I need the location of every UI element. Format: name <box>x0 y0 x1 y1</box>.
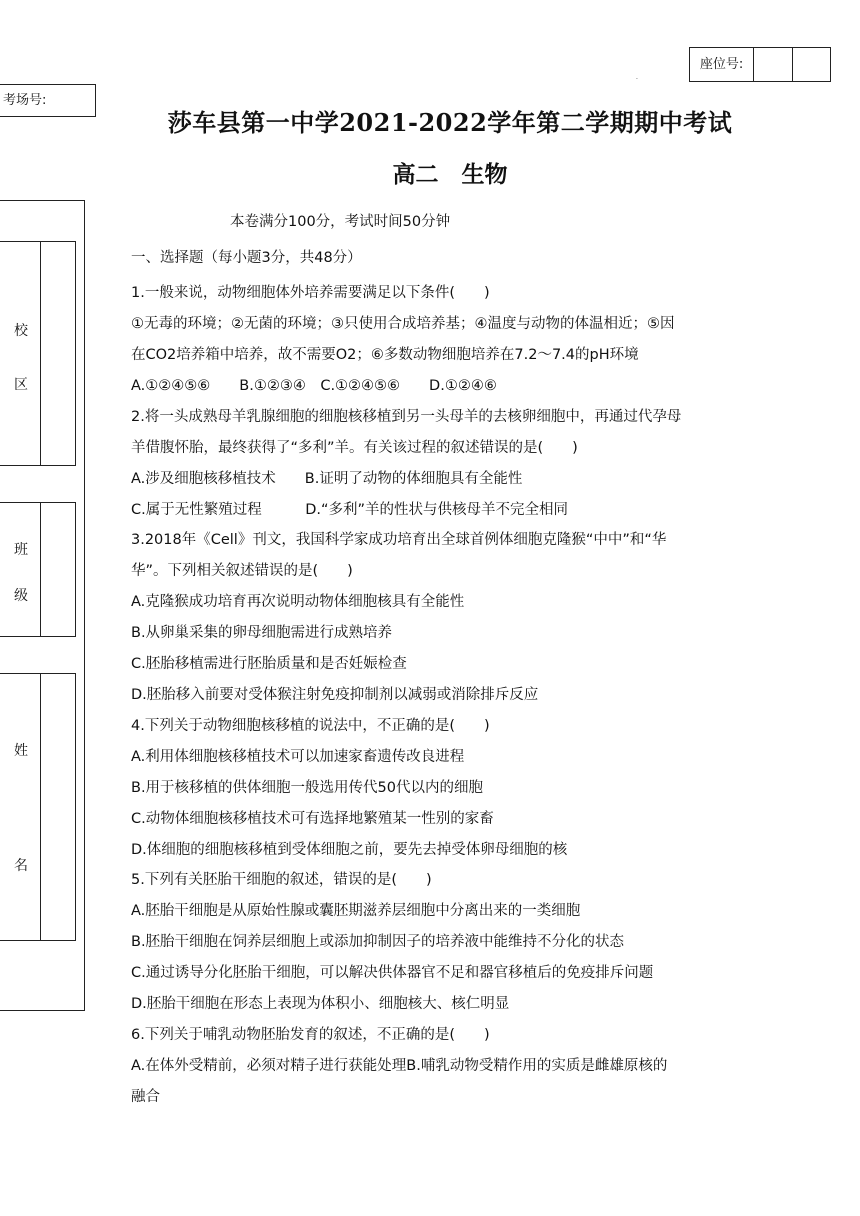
answer-option: D.胚胎干细胞在形态上表现为体积小、细胞核大、核仁明显 <box>131 996 510 1012</box>
seat-number-box <box>689 47 831 82</box>
question-line: ①无毒的环境；②无菌的环境；③只使用合成培养基；④温度与动物的体温相近；⑤因 <box>131 316 675 332</box>
exam-subject: 高二 生物 <box>392 161 508 188</box>
seat-number-cell <box>754 48 792 81</box>
school-label-char: 校 <box>14 323 28 339</box>
answer-option: D.胚胎移入前要对受体猴注射免疫抑制剂以减弱或消除排斥反应 <box>131 687 539 703</box>
name-entry-area <box>40 674 41 940</box>
question-line: 羊借腹怀胎，最终获得了“多利”羊。有关该过程的叙述错误的是( ) <box>131 440 578 456</box>
section-heading: 一、选择题（每小题3分，共48分） <box>131 250 362 266</box>
school-entry-area <box>40 242 41 465</box>
answer-options: A.涉及细胞核移植技术 B.证明了动物的体细胞具有全能性 <box>131 471 523 487</box>
seat-number-label: 座位号: <box>690 48 754 81</box>
side-info-panel <box>0 200 85 1011</box>
answer-option: B.用于核移植的供体细胞一般选用传代50代以内的细胞 <box>131 780 484 796</box>
answer-option: 融合 <box>131 1089 160 1105</box>
question-line: 华”。下列相关叙述错误的是( ) <box>131 563 353 579</box>
answer-option: D.体细胞的细胞核移植到受体细胞之前，要先去掉受体卵母细胞的核 <box>131 842 568 858</box>
school-label-char: 区 <box>14 377 28 393</box>
name-label-char: 名 <box>14 858 28 874</box>
question-line: 4.下列关于动物细胞核移植的说法中，不正确的是( ) <box>131 718 490 734</box>
answer-options: A.①②④⑤⑥ B.①②③④ C.①②④⑤⑥ D.①②④⑥ <box>131 378 497 394</box>
name-field <box>0 673 76 941</box>
class-entry-area <box>40 503 41 636</box>
answer-option: A.胚胎干细胞是从原始性腺或囊胚期滋养层细胞中分离出来的一类细胞 <box>131 903 581 919</box>
answer-option: C.通过诱导分化胚胎干细胞，可以解决供体器官不足和器官移植后的免疫排斥问题 <box>131 965 654 981</box>
question-line: 3.2018年《Cell》刊文，我国科学家成功培育出全球首例体细胞克隆猴“中中”和“华 <box>131 532 667 548</box>
answer-option: A.利用体细胞核移植技术可以加速家畜遗传改良进程 <box>131 749 465 765</box>
stray-mark: . <box>636 74 638 81</box>
answer-option: A.在体外受精前，必须对精子进行获能处理B.哺乳动物受精作用的实质是雌雄原核的 <box>131 1058 668 1074</box>
answer-option: A.克隆猴成功培育再次说明动物体细胞核具有全能性 <box>131 594 465 610</box>
exam-room-label: 考场号: <box>3 93 47 108</box>
question-line: 5.下列有关胚胎干细胞的叙述，错误的是( ) <box>131 872 432 888</box>
school-field <box>0 241 76 466</box>
seat-number-cell <box>793 48 830 81</box>
answer-options: C.属于无性繁殖过程 D.“多利”羊的性状与供核母羊不完全相同 <box>131 502 569 518</box>
exam-title: 莎车县第一中学2021-2022学年第二学期期中考试 <box>167 108 733 137</box>
answer-option: C.胚胎移植需进行胚胎质量和是否妊娠检查 <box>131 656 407 672</box>
exam-info: 本卷满分100分，考试时间50分钟 <box>230 214 451 230</box>
question-line: 1.一般来说，动物细胞体外培养需要满足以下条件( ) <box>131 285 490 301</box>
name-label-char: 姓 <box>14 743 28 759</box>
answer-option: B.从卵巢采集的卵母细胞需进行成熟培养 <box>131 625 393 641</box>
question-line: 6.下列关于哺乳动物胚胎发育的叙述，不正确的是( ) <box>131 1027 490 1043</box>
question-line: 2.将一头成熟母羊乳腺细胞的细胞核移植到另一头母羊的去核卵细胞中，再通过代孕母 <box>131 409 682 425</box>
answer-option: B.胚胎干细胞在饲养层细胞上或添加抑制因子的培养液中能维持不分化的状态 <box>131 934 625 950</box>
answer-option: C.动物体细胞核移植技术可有选择地繁殖某一性别的家畜 <box>131 811 494 827</box>
question-line: 在CO2培养箱中培养，故不需要O2；⑥多数动物细胞培养在7.2～7.4的pH环境 <box>131 347 639 363</box>
class-label-char: 级 <box>14 588 28 604</box>
class-field <box>0 502 76 637</box>
class-label-char: 班 <box>14 542 28 558</box>
